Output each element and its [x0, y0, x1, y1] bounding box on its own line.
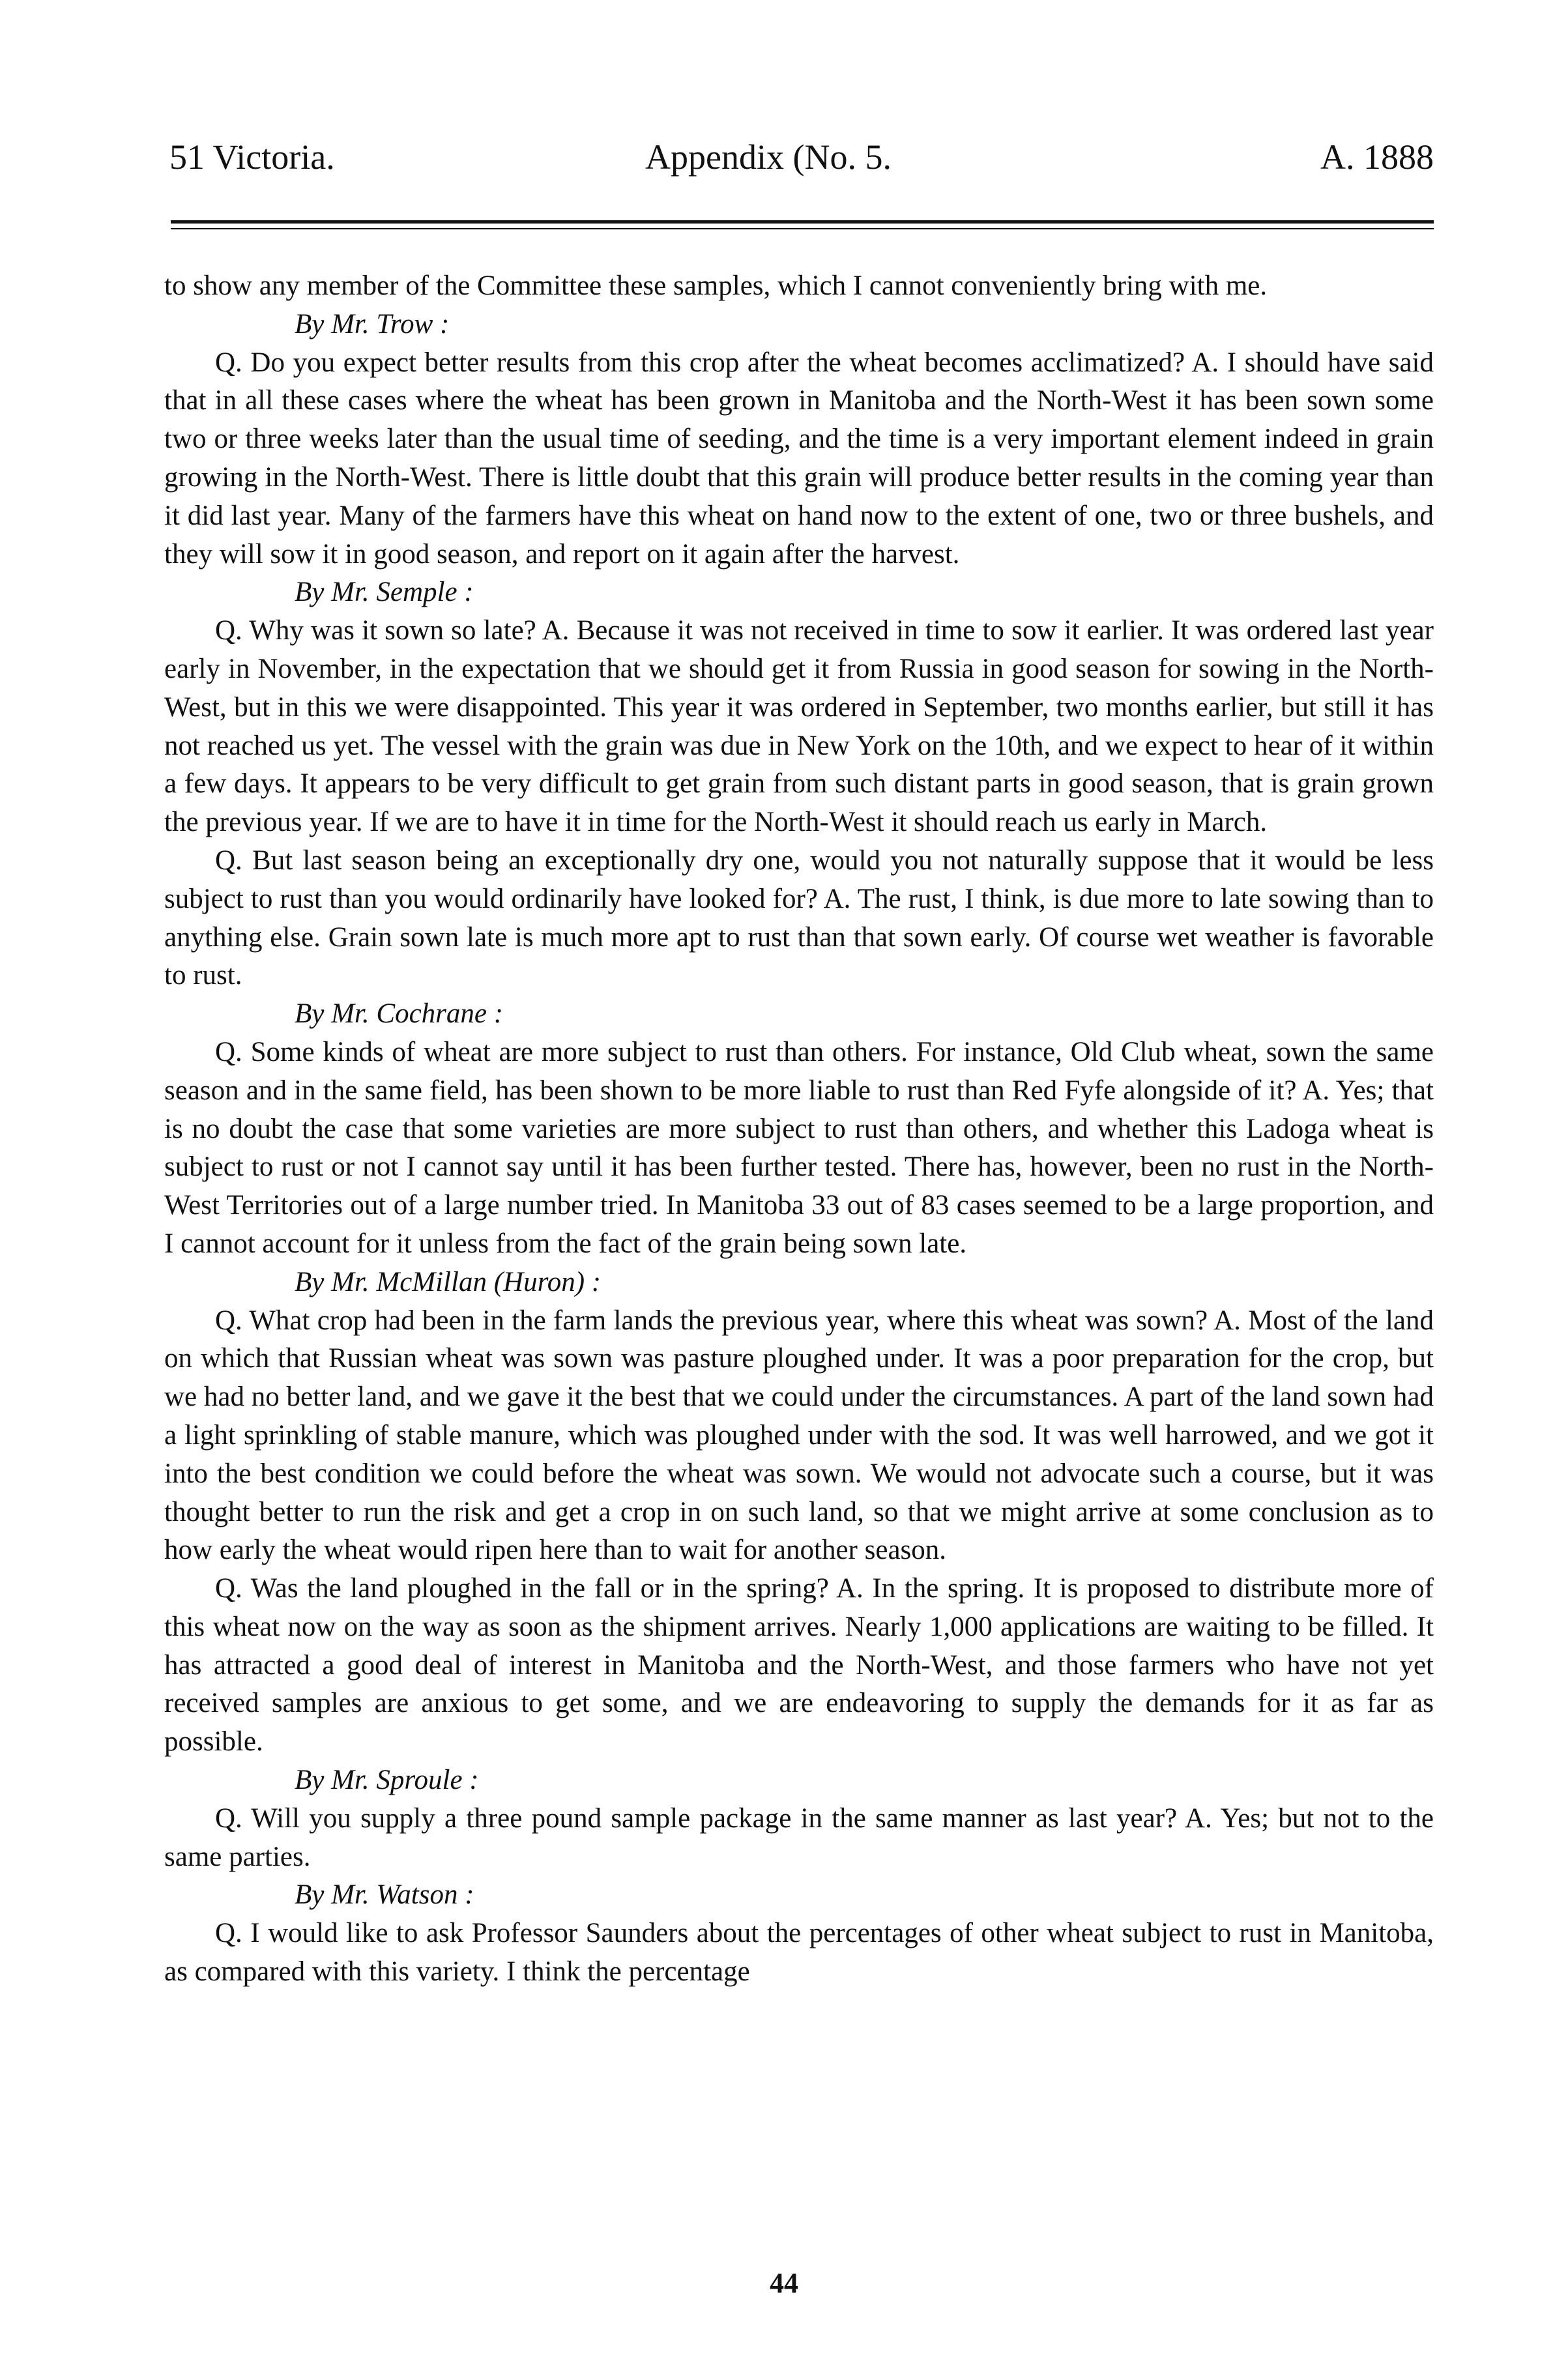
paragraph: Q. I would like to ask Professor Saunders about the percentages of other wheat subject to rust in Manitoba, as compared with this variety. I think the percentage [164, 1918, 1434, 1988]
header-rule-thin [171, 228, 1434, 229]
header-appendix: Appendix (No. 5. [645, 137, 892, 177]
paragraph: Q. But last season being an exceptionally dry one, would you not naturally suppose that it would be less subject to rust than you would ordinarily have looked for? A. The rust, I think, is due more to late sowing than to anything else. Grain sown late is much more apt to rust than that sown early. Of course wet weather is favorable to rust. [164, 845, 1434, 991]
speaker-heading: By Mr. Trow : [295, 308, 450, 340]
paragraph: Q. Do you expect better results from this crop after the wheat becomes acclimatized? A. I should have said that in all these cases where the wheat has been grown in Manitoba and the North-West it has been sown some two or three weeks later than the usual time of seeding, and the time is a very important element indeed in grain growing in the North-West. There is little doubt that this grain will produce better results in the coming year than it did last year. Many of the farmers have this wheat on hand now to the extent of one, two or three bushels, and they will sow it in good season, and report on it again after the harvest. [164, 347, 1434, 570]
running-header [150, 137, 1434, 189]
paragraph: Q. Why was it sown so late? A. Because it was not received in time to sow it earlier. It was ordered last year early in November, in the expectation that we should get it from Russia in good season for sowing in the North-West, but in this we were disappointed. This year it was ordered in September, two months earlier, but still it has not reached us yet. The vessel with the grain was due in New York on the 10th, and we expect to hear of it within a few days. It appears to be very difficult to get grain from such distant parts in good season, that is grain grown the previous year. If we are to have it in time for the North-West it should reach us early in March. [164, 615, 1434, 838]
speaker-heading: By Mr. Sproule : [295, 1765, 479, 1796]
header-year: A. 1888 [1320, 137, 1434, 177]
header-session: 51 Victoria. [169, 137, 335, 177]
speaker-heading: By Mr. McMillan (Huron) : [295, 1266, 602, 1297]
body-text [164, 267, 1434, 1991]
paragraph: Q. Was the land ploughed in the fall or in the spring? A. In the spring. It is proposed to distribute more of this wheat now on the way as soon as the shipment arrives. Nearly 1,000 applications are waiting to be filled. It has attracted a good deal of interest in Manitoba and the North-West, and those farmers who have not yet received samples are anxious to get some, and we are endeavoring to supply the demands for it as far as possible. [164, 1573, 1434, 1758]
speaker-heading: By Mr. Semple : [295, 577, 474, 608]
speaker-heading: By Mr. Cochrane : [295, 998, 504, 1030]
paragraph: Q. What crop had been in the farm lands the previous year, where this wheat was sown? A. Most of the land on which that Russian wheat was sown was pasture ploughed under. It was a poor preparation for the crop, but we had no better land, and we gave it the best that we could under the circumstances. A part of the land sown had a light sprinkling of stable manure, which was ploughed under with the sod. It was well harrowed, and we got it into the best condition we could before the wheat was sown. We would not advocate such a course, but it was thought better to run the risk and get a crop in on such land, so that we might arrive at some conclusion as to how early the wheat would ripen here than to wait for another season. [164, 1305, 1434, 1566]
speaker-heading: By Mr. Watson : [295, 1879, 474, 1911]
paragraph: Q. Will you supply a three pound sample package in the same manner as last year? A. Yes; but not to the same parties. [164, 1802, 1434, 1872]
page-number: 44 [770, 2267, 798, 2299]
header-rule-thick [171, 220, 1434, 224]
paragraph: to show any member of the Committee these samples, which I cannot conveniently bring with me. [164, 270, 1268, 301]
paragraph: Q. Some kinds of wheat are more subject to rust than others. For instance, Old Club wheat, sown the same season and in the same field, has been shown to be more liable to rust than Red Fyfe alongside of it? A. Yes; that is no doubt the case that some varieties are more subject to rust than others, and whether this Ladoga wheat is subject to rust or not I cannot say until it has been further tested. There has, however, been no rust in the North-West Territories out of a large number tried. In Manitoba 33 out of 83 cases seemed to be a large proportion, and I cannot account for it unless from the fact of the grain being sown late. [164, 1036, 1434, 1259]
